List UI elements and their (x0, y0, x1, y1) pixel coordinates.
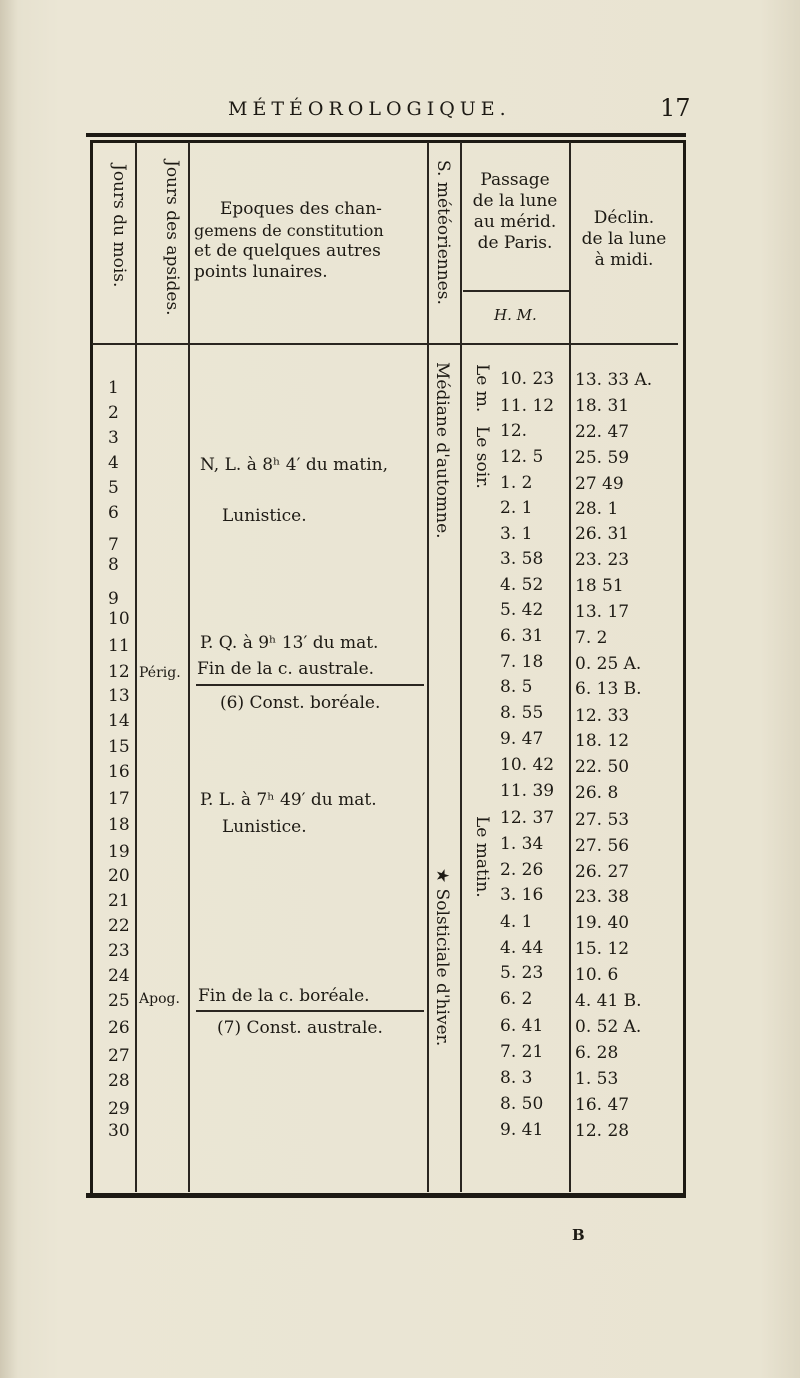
event-const-7: (7) Const. australe. (217, 1018, 383, 1038)
passage-20: 2. 26 (500, 860, 544, 880)
passage-unit-rule (463, 290, 569, 292)
col-sep-3 (427, 142, 429, 1192)
label-le-soir: Le soir. (472, 426, 492, 489)
declin-12: 0. 25 A. (575, 654, 642, 674)
table-bottom-rule (86, 1193, 686, 1198)
day-5: 5 (108, 478, 119, 498)
declin-14: 12. 33 (575, 706, 630, 726)
passage-28: 8. 3 (500, 1068, 533, 1088)
col-sep-5 (569, 142, 571, 1192)
label-solsticiale-hiver: ★ Solsticiale d'hiver. (432, 868, 452, 1047)
declin-9: 18 51 (575, 576, 624, 596)
day-18: 18 (108, 815, 130, 835)
day-3: 3 (108, 428, 119, 448)
passage-19: 1. 34 (500, 834, 544, 854)
declin-2: 18. 31 (575, 396, 630, 416)
passage-27: 7. 21 (500, 1042, 544, 1062)
day-9: 9 (108, 589, 119, 609)
day-6: 6 (108, 503, 119, 523)
passage-12: 7. 18 (500, 652, 544, 672)
header-s-meteoriennes: S. météoriennes. (433, 160, 453, 305)
header-epoques-line-1: Epoques des chan- (220, 199, 382, 219)
day-28: 28 (108, 1071, 130, 1091)
passage-23: 4. 44 (500, 938, 544, 958)
declin-29: 16. 47 (575, 1095, 630, 1115)
declin-10: 13. 17 (575, 602, 630, 622)
col-sep-2 (188, 142, 190, 1192)
event-lunistice-2: Lunistice. (222, 817, 307, 837)
passage-15: 9. 47 (500, 729, 544, 749)
day-29: 29 (108, 1099, 130, 1119)
table-top-rule (86, 133, 686, 137)
page-number: 17 (660, 94, 691, 122)
declin-25: 4. 41 B. (575, 991, 642, 1011)
passage-9: 4. 52 (500, 575, 544, 595)
declin-19: 27. 56 (575, 836, 630, 856)
declin-13: 6. 13 B. (575, 679, 642, 699)
day-17: 17 (108, 789, 130, 809)
passage-7: 3. 1 (500, 524, 533, 544)
header-declin-line-2: de la lune (581, 229, 667, 249)
header-epoques-line-2: gemens de constitution (194, 221, 384, 240)
declin-22: 19. 40 (575, 913, 630, 933)
header-passage-line-1: Passage (480, 170, 550, 190)
day-25: 25 (108, 991, 130, 1011)
day-30: 30 (108, 1121, 130, 1141)
passage-25: 6. 2 (500, 989, 533, 1009)
header-rule (92, 343, 678, 345)
passage-11: 6. 31 (500, 626, 544, 646)
col-sep-1 (135, 142, 137, 1192)
declin-17: 26. 8 (575, 783, 619, 803)
header-passage-line-3: au mérid. (473, 212, 557, 232)
passage-16: 10. 42 (500, 755, 555, 775)
declin-28: 1. 53 (575, 1069, 619, 1089)
declin-11: 7. 2 (575, 628, 608, 648)
passage-8: 3. 58 (500, 549, 544, 569)
passage-5: 1. 2 (500, 473, 533, 493)
declin-27: 6. 28 (575, 1043, 619, 1063)
passage-30: 9. 41 (500, 1120, 544, 1140)
header-epoques-line-3: et de quelques autres (194, 241, 381, 261)
header-passage-line-4: de Paris. (477, 233, 553, 253)
label-le-m: Le m. (472, 364, 492, 413)
event-full-moon: P. L. à 7ʰ 49′ du mat. (200, 790, 377, 810)
header-passage-line-2: de la lune (472, 191, 558, 211)
passage-21: 3. 16 (500, 885, 544, 905)
event-rule-2 (196, 1010, 424, 1012)
event-fin-australe: Fin de la c. australe. (197, 659, 375, 679)
day-2: 2 (108, 403, 119, 423)
passage-24: 5. 23 (500, 963, 544, 983)
declin-23: 15. 12 (575, 939, 630, 959)
declin-4: 25. 59 (575, 448, 630, 468)
header-passage-unit: H. M. (494, 306, 537, 324)
label-mediane-automne: Médiane d'automne. (432, 362, 452, 539)
declin-21: 23. 38 (575, 887, 630, 907)
passage-6: 2. 1 (500, 498, 533, 518)
running-title: MÉTÉOROLOGIQUE. (228, 98, 511, 120)
passage-14: 8. 55 (500, 703, 544, 723)
declin-3: 22. 47 (575, 422, 630, 442)
day-12: 12 (108, 662, 130, 682)
day-1: 1 (108, 378, 119, 398)
declin-20: 26. 27 (575, 862, 630, 882)
day-26: 26 (108, 1018, 130, 1038)
col-sep-4 (460, 142, 462, 1192)
apside-apogee: Apog. (139, 991, 180, 1007)
declin-5: 27 49 (575, 474, 624, 494)
day-23: 23 (108, 941, 130, 961)
passage-26: 6. 41 (500, 1016, 544, 1036)
declin-15: 18. 12 (575, 731, 630, 751)
passage-10: 5. 42 (500, 600, 544, 620)
passage-3: 12. (500, 421, 528, 441)
header-declin-line-3: à midi. (594, 250, 654, 270)
event-lunistice-1: Lunistice. (222, 506, 307, 526)
declin-16: 22. 50 (575, 757, 630, 777)
label-le-matin: Le matin. (472, 816, 492, 898)
day-19: 19 (108, 842, 130, 862)
passage-2: 11. 12 (500, 396, 555, 416)
declin-6: 28. 1 (575, 499, 619, 519)
apside-perigee: Périg. (139, 665, 181, 681)
declin-30: 12. 28 (575, 1121, 630, 1141)
signature-mark: B (572, 1226, 585, 1244)
day-21: 21 (108, 891, 130, 911)
day-13: 13 (108, 686, 130, 706)
passage-13: 8. 5 (500, 677, 533, 697)
header-jours-des-apsides: Jours des apsides. (162, 160, 182, 316)
passage-17: 11. 39 (500, 781, 555, 801)
day-27: 27 (108, 1046, 130, 1066)
event-rule-1 (196, 684, 424, 686)
day-15: 15 (108, 737, 130, 757)
day-24: 24 (108, 966, 130, 986)
day-20: 20 (108, 866, 130, 886)
day-4: 4 (108, 453, 119, 473)
header-declin (572, 208, 676, 271)
day-22: 22 (108, 916, 130, 936)
declin-8: 23. 23 (575, 550, 630, 570)
event-new-moon: N, L. à 8ʰ 4′ du matin, (200, 455, 388, 475)
header-epoques-line-4: points lunaires. (194, 262, 328, 282)
day-10: 10 (108, 609, 130, 629)
header-declin-line-1: Déclin. (593, 208, 655, 228)
day-14: 14 (108, 711, 130, 731)
passage-18: 12. 37 (500, 808, 555, 828)
header-jours-du-mois: Jours du mois. (109, 164, 129, 288)
header-passage (462, 170, 568, 254)
declin-26: 0. 52 A. (575, 1017, 642, 1037)
header-epoques (194, 199, 426, 283)
declin-18: 27. 53 (575, 810, 630, 830)
event-const-6: (6) Const. boréale. (220, 693, 381, 713)
declin-1: 13. 33 A. (575, 370, 653, 390)
passage-22: 4. 1 (500, 912, 533, 932)
day-16: 16 (108, 762, 130, 782)
day-11: 11 (108, 636, 130, 656)
event-first-quarter: P. Q. à 9ʰ 13′ du mat. (200, 633, 379, 653)
passage-29: 8. 50 (500, 1094, 544, 1114)
declin-7: 26. 31 (575, 524, 630, 544)
day-8: 8 (108, 555, 119, 575)
passage-4: 12. 5 (500, 447, 544, 467)
passage-1: 10. 23 (500, 369, 555, 389)
declin-24: 10. 6 (575, 965, 619, 985)
day-7: 7 (108, 535, 119, 555)
event-fin-boreale: Fin de la c. boréale. (198, 986, 370, 1006)
